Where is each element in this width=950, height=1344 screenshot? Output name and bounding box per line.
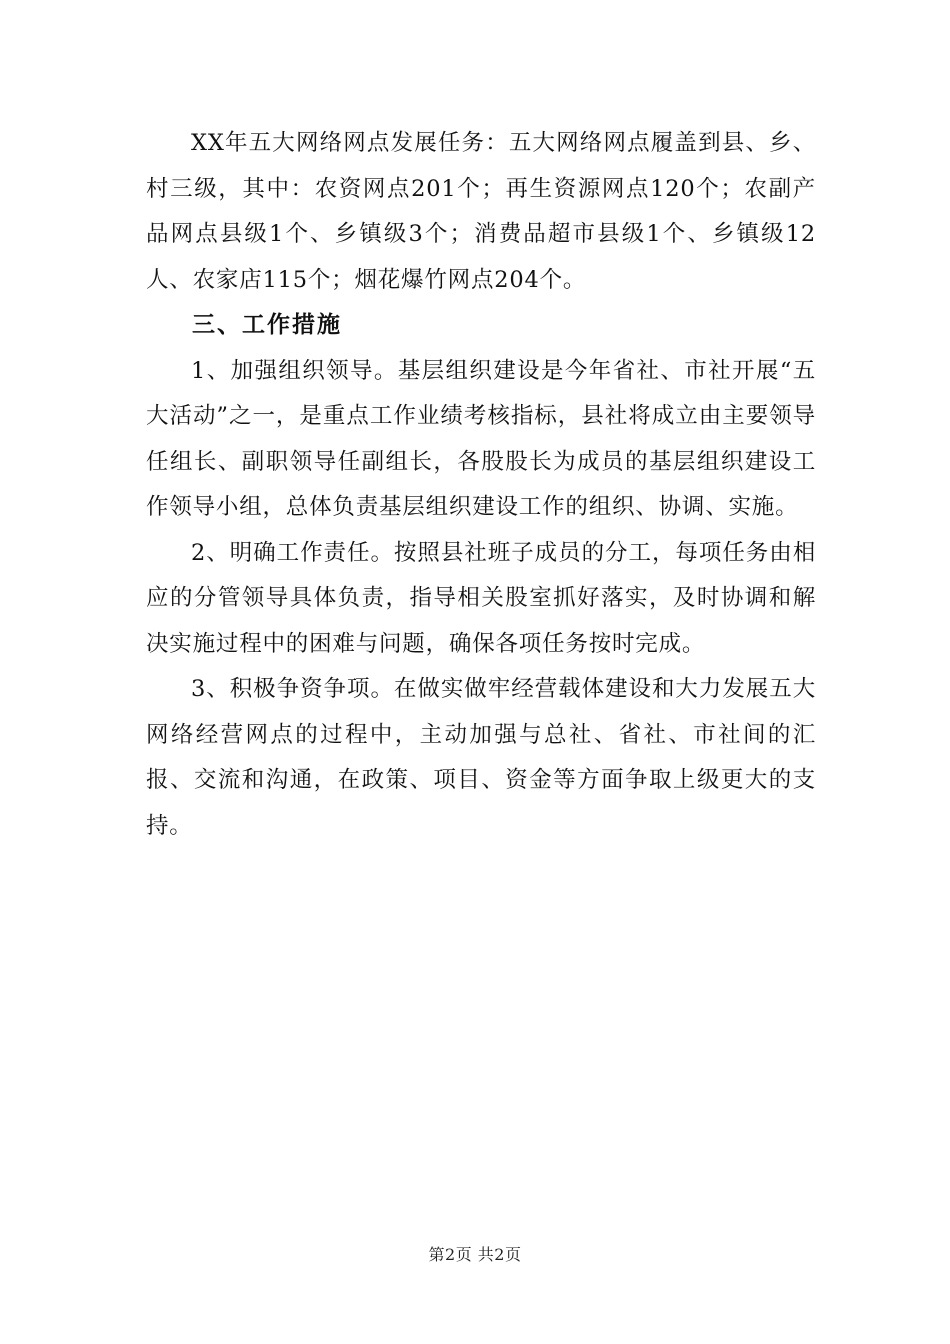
measure-2-paragraph: 2、明确工作责任。按照县社班子成员的分工，每项任务由相应的分管领导具体负责，指导相关股室抓好落实，及时协调和解决实施过程中的困难与问题，确保各项任务按时完成。 <box>146 539 816 657</box>
measure-1-paragraph: 1、加强组织领导。基层组织建设是今年省社、市社开展“五大活动”之一，是重点工作业绩考核指标，县社将成立由主要领导任组长、副职领导任副组长，各股股长为成员的基层组织建设工作领导小组，总体负责基层组织建设工作的组织、协调、实施。 <box>146 357 816 520</box>
task-summary-paragraph: XX年五大网络网点发展任务：五大网络网点履盖到县、乡、村三级，其中：农资网点201个；再生资源网点120个；农副产品网点县级1个、乡镇级3个；消费品超市县级1个、乡镇级12人、农家店115个；烟花爆竹网点204个。 <box>146 130 816 293</box>
measure-3-paragraph: 3、积极争资争项。在做实做牢经营载体建设和大力发展五大网络经营网点的过程中，主动加强与总社、省社、市社间的汇报、交流和沟通，在政策、项目、资金等方面争取上级更大的支持。 <box>146 676 816 839</box>
page-footer: 第2页 共2页 <box>428 1245 522 1264</box>
section-heading: 三、工作措施 <box>192 312 342 338</box>
document-body <box>146 121 816 849</box>
